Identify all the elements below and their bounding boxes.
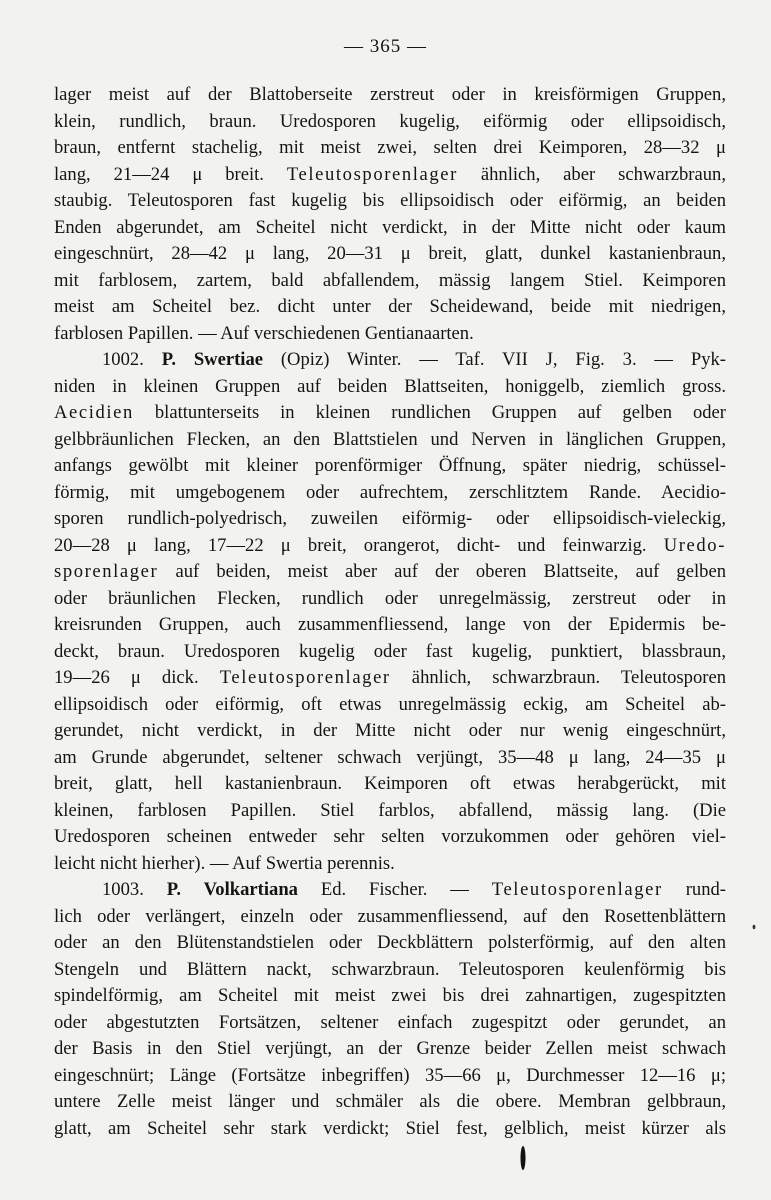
text-segment: am Grunde abgerundet, seltener schwach verjüngt, 35—48 μ lang, 24—35 μ (54, 746, 726, 768)
text-segment: Enden abgerundet, am Scheitel nicht verdickt, in der Mitte nicht oder kaum (54, 216, 726, 238)
text-segment: niden in kleinen Gruppen auf beiden Blattseiten, honiggelb, ziemlich gross. (54, 375, 726, 397)
species-name: P. Swertiae (161, 349, 264, 370)
emphasized-term: Teleutosporenlager (219, 667, 391, 688)
text-segment: staubig. Teleutosporen fast kugelig bis ellipsoidisch oder eiförmig, an beiden (54, 190, 726, 211)
text-segment: ähnlich, schwarzbraun. Teleutosporen (390, 667, 726, 688)
text-segment: meist am Scheitel bez. dicht unter der Scheidewand, beide mit niedrigen, (54, 296, 726, 317)
ink-speck (753, 925, 756, 929)
text-segment: (Opiz) Winter. — Taf. VII J, Fig. 3. — Pyk- (263, 349, 726, 370)
text-segment: lich oder verlängert, einzeln oder zusammenfliessend, auf den Rosettenblättern (54, 905, 726, 927)
text-segment: deckt, braun. Uredosporen kugelig oder fast kugelig, punktiert, blassbraun, (54, 640, 726, 662)
text-segment: Stengeln und Blättern nackt, schwarzbraun. Teleutosporen keulenförmig bis (54, 958, 726, 980)
text-segment: lang, 21—24 μ breit. (54, 163, 287, 185)
emphasized-term: Teleutosporenlager (491, 879, 663, 900)
text-segment: gerundet, nicht verdickt, in der Mitte nicht oder nur wenig eingeschnürt, (54, 720, 726, 741)
text-segment: kreisrunden Gruppen, auch zusammenfliessend, lange von der Epidermis be- (54, 614, 726, 635)
text-segment: 19—26 μ dick. (54, 667, 220, 688)
text-segment: glatt, am Scheitel sehr stark verdickt; Stiel fest, gelblich, meist kürzer als (54, 1117, 726, 1139)
text-segment: farblosen Papillen. — Auf verschiedenen Gentianaarten. (54, 322, 474, 344)
text-segment: braun, entfernt stachelig, mit meist zwei, selten drei Keimporen, 28—32 μ (54, 137, 726, 158)
text-segment: oder abgestutzten Fortsätzen, seltener einfach zugespitzt oder gerundet, an (54, 1011, 726, 1033)
text-segment: breit, glatt, hell kastanienbraun. Keimporen oft etwas herabgerückt, mit (54, 773, 726, 794)
text-segment: lager meist auf der Blattoberseite zerstreut oder in kreisförmigen Gruppen, (54, 84, 726, 105)
text-segment: 1002. (102, 349, 162, 370)
text-segment: rund- (662, 879, 726, 900)
text-segment: 20—28 μ lang, 17—22 μ breit, orangerot, dicht- und feinwarzig. (54, 534, 664, 556)
text-segment: Ed. Fischer. — (297, 879, 492, 900)
text-segment: förmig, mit umgebogenem oder aufrechtem, zerschlitztem Rande. Aecidio- (54, 481, 726, 503)
text-segment: blattunterseits in kleinen rundlichen Gruppen auf gelben oder (133, 402, 726, 423)
emphasized-term: Teleutosporenlager (286, 163, 458, 185)
text-segment: der Basis in den Stiel verjüngt, an der Grenze beider Zellen meist schwach (54, 1038, 726, 1059)
text-segment: eingeschnürt; Länge (Fortsätze inbegriffen) 35—66 μ, Durchmesser 12—16 μ; (54, 1064, 726, 1086)
page-number: — 365 — (344, 36, 427, 57)
text-segment: ellipsoidisch oder eiförmig, oft etwas unregelmässig eckig, am Scheitel ab- (54, 693, 726, 715)
emphasized-term: sporenlager (54, 561, 159, 582)
text-segment: 1003. (102, 879, 167, 900)
text-segment: anfangs gewölbt mit kleiner porenförmiger Öffnung, später niedrig, schüssel- (54, 455, 726, 476)
text-segment: auf beiden, meist aber auf der oberen Blattseite, auf gelben (158, 561, 726, 582)
text-segment: untere Zelle meist länger und schmäler als die obere. Membran gelbbraun, (54, 1091, 726, 1112)
text-segment: mit farblosem, zartem, bald abfallendem, mässig langem Stiel. Keimporen (54, 269, 726, 291)
text-segment: eingeschnürt, 28—42 μ lang, 20—31 μ breit, glatt, dunkel kastanienbraun, (54, 243, 726, 264)
text-segment: oder bräunlichen Flecken, rundlich oder unregelmässig, zerstreut oder in (54, 587, 726, 609)
emphasized-term: Aecidien (54, 402, 134, 423)
text-segment: spindelförmig, am Scheitel mit meist zwei bis drei zahnartigen, zugespitzten (54, 985, 726, 1006)
text-segment: leicht nicht hierher). — Auf Swertia perennis. (54, 852, 395, 874)
text-segment: Uredosporen scheinen entweder sehr selten vorzukommen oder gehören viel- (54, 826, 726, 847)
ink-speck (521, 1146, 526, 1170)
emphasized-term: Uredo- (663, 534, 726, 556)
text-segment: kleinen, farblosen Papillen. Stiel farblos, abfallend, mässig lang. (Die (54, 799, 726, 821)
species-name: P. Volkartiana (166, 879, 298, 900)
text-segment: klein, rundlich, braun. Uredosporen kugelig, eiförmig oder ellipsoidisch, (54, 110, 726, 132)
text-segment: oder an den Blütenstandstielen oder Deckblättern polsterförmig, auf den alten (54, 932, 726, 953)
text-segment: gelbbräunlichen Flecken, an den Blattstielen und Nerven in länglichen Gruppen, (54, 428, 726, 450)
text-segment: sporen rundlich-polyedrisch, zuweilen eiförmig- oder ellipsoidisch-vieleckig, (54, 508, 726, 529)
text-segment: ähnlich, aber schwarzbraun, (457, 163, 726, 185)
